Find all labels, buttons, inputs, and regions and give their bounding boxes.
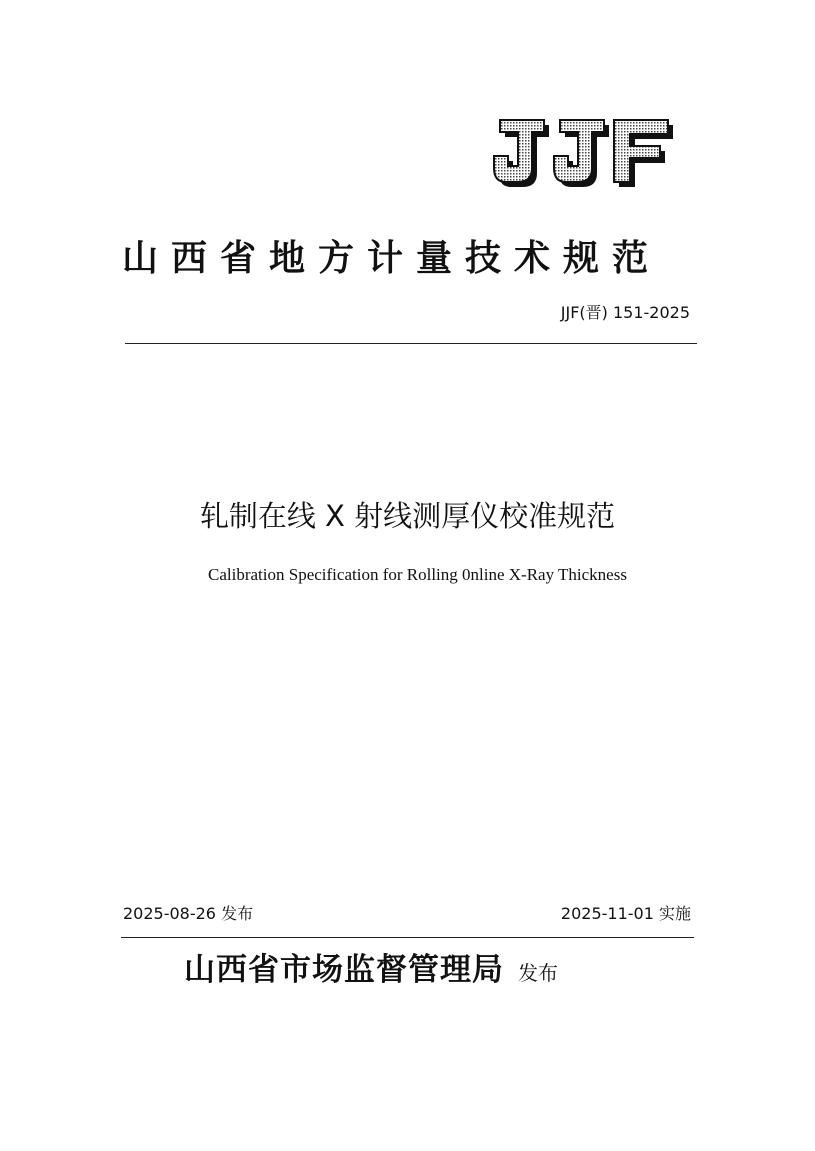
document-title-cn: 轧制在线 X 射线测厚仪校准规范 [199, 499, 616, 533]
publish-label: 发布 [518, 961, 558, 985]
jjf-logo [492, 116, 674, 192]
publisher-line [184, 947, 558, 998]
implementation-date: 2025-11-01 实施 [560, 904, 691, 923]
footer-divider [121, 937, 694, 938]
header-divider [125, 343, 697, 344]
document-title-en: Calibration Specification for Rolling 0nline X-Ray Thickness [208, 565, 627, 584]
standard-number: JJF(晋) 151-2025 [560, 303, 690, 322]
publisher-name: 山西省市场监督管理局 [184, 952, 504, 988]
jjf-logo-mark [492, 116, 674, 192]
issue-date: 2025-08-26 发布 [123, 904, 254, 923]
regulation-category-title: 山西省地方计量技术规范 [122, 237, 662, 279]
